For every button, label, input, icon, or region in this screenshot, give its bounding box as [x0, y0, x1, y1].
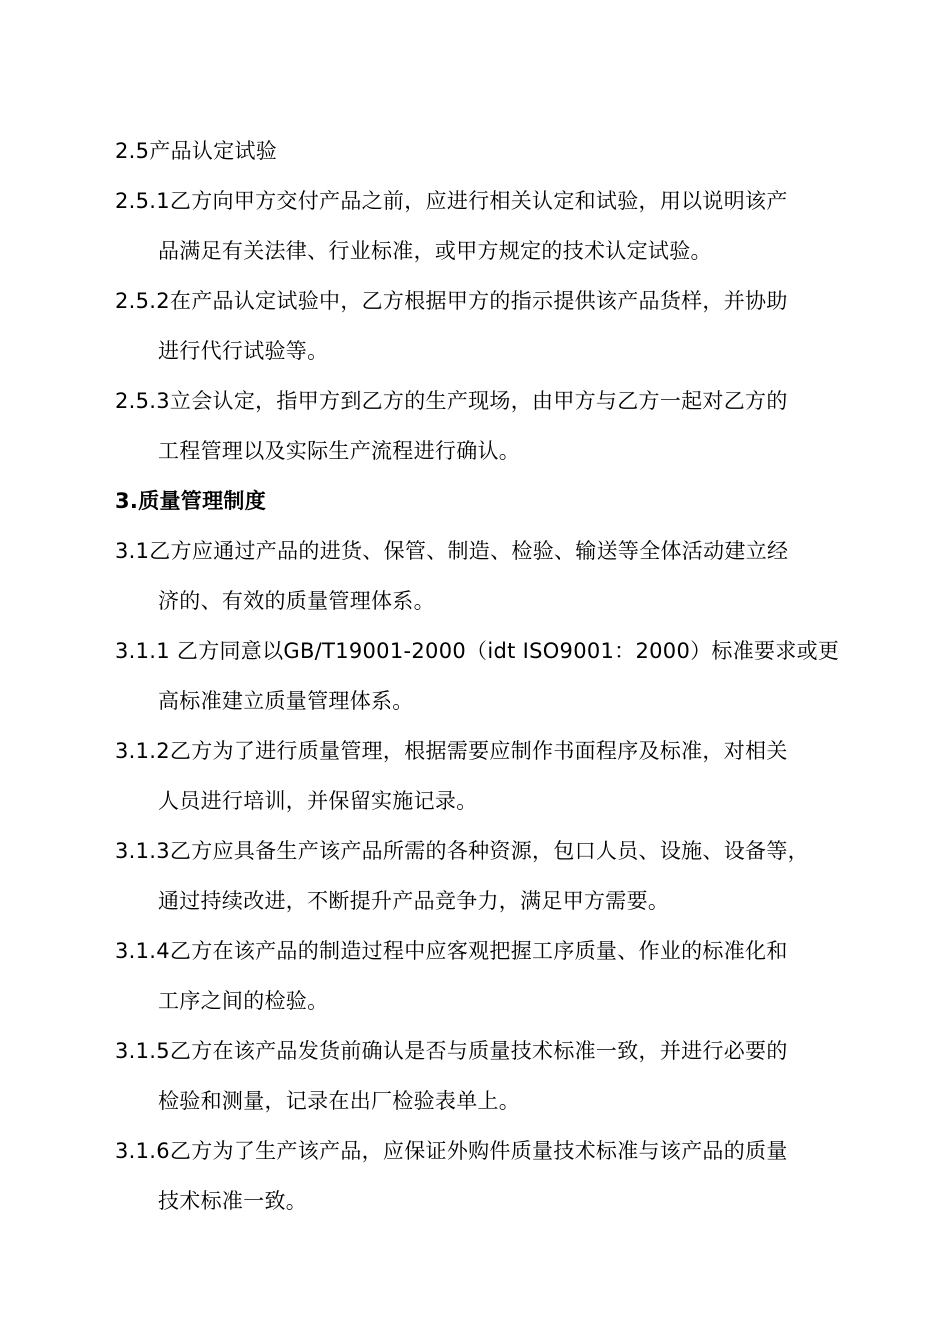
- clause-2-5-2-line-1: 2.5.2在产品认定试验中，乙方根据甲方的指示提供该产品货样，并协助: [115, 289, 788, 313]
- clause-3-1-2-line-2: 人员进行培训，并保留实施记录。: [158, 789, 478, 813]
- clause-3-1-3-line-2: 通过持续改进，不断提升产品竞争力，满足甲方需要。: [158, 889, 670, 913]
- clause-3-1-4-line-2: 工序之间的检验。: [158, 989, 329, 1013]
- clause-3-1-6-line-1: 3.1.6乙方为了生产该产品，应保证外购件质量技术标准与该产品的质量: [115, 1139, 788, 1163]
- clause-3-1-1-line-1: 3.1.1 乙方同意以GB/T19001-2000（idt ISO9001：2000）标准要求或更: [115, 639, 840, 663]
- clause-3-1-line-1: 3.1乙方应通过产品的进货、保管、制造、检验、输送等全体活动建立经: [115, 539, 789, 563]
- clause-2-5-3-line-2: 工程管理以及实际生产流程进行确认。: [158, 439, 521, 463]
- clause-2-5-1-line-1: 2.5.1乙方向甲方交付产品之前，应进行相关认定和试验，用以说明该产: [115, 189, 788, 213]
- section-heading-3: 3.质量管理制度: [115, 489, 266, 513]
- clause-3-1-4-line-1: 3.1.4乙方在该产品的制造过程中应客观把握工序质量、作业的标准化和: [115, 939, 788, 963]
- clause-2-5-3-line-1: 2.5.3立会认定，指甲方到乙方的生产现场，由甲方与乙方一起对乙方的: [115, 389, 788, 413]
- clause-3-1-1-line-2: 高标准建立质量管理体系。: [158, 689, 414, 713]
- clause-3-1-3-line-1: 3.1.3乙方应具备生产该产品所需的各种资源，包口人员、设施、设备等，: [115, 839, 809, 863]
- clause-3-1-5-line-1: 3.1.5乙方在该产品发货前确认是否与质量技术标准一致，并进行必要的: [115, 1039, 788, 1063]
- section-heading-2-5: 2.5产品认定试验: [115, 139, 278, 163]
- clause-3-1-5-line-2: 检验和测量，记录在出厂检验表单上。: [158, 1089, 521, 1113]
- clause-3-1-6-line-2: 技术标准一致。: [158, 1189, 308, 1213]
- clause-2-5-2-line-2: 进行代行试验等。: [158, 339, 329, 363]
- clause-3-1-line-2: 济的、有效的质量管理体系。: [158, 589, 435, 613]
- clause-2-5-1-line-2: 品满足有关法律、行业标准，或甲方规定的技术认定试验。: [158, 239, 712, 263]
- clause-3-1-2-line-1: 3.1.2乙方为了进行质量管理，根据需要应制作书面程序及标准，对相关: [115, 739, 788, 763]
